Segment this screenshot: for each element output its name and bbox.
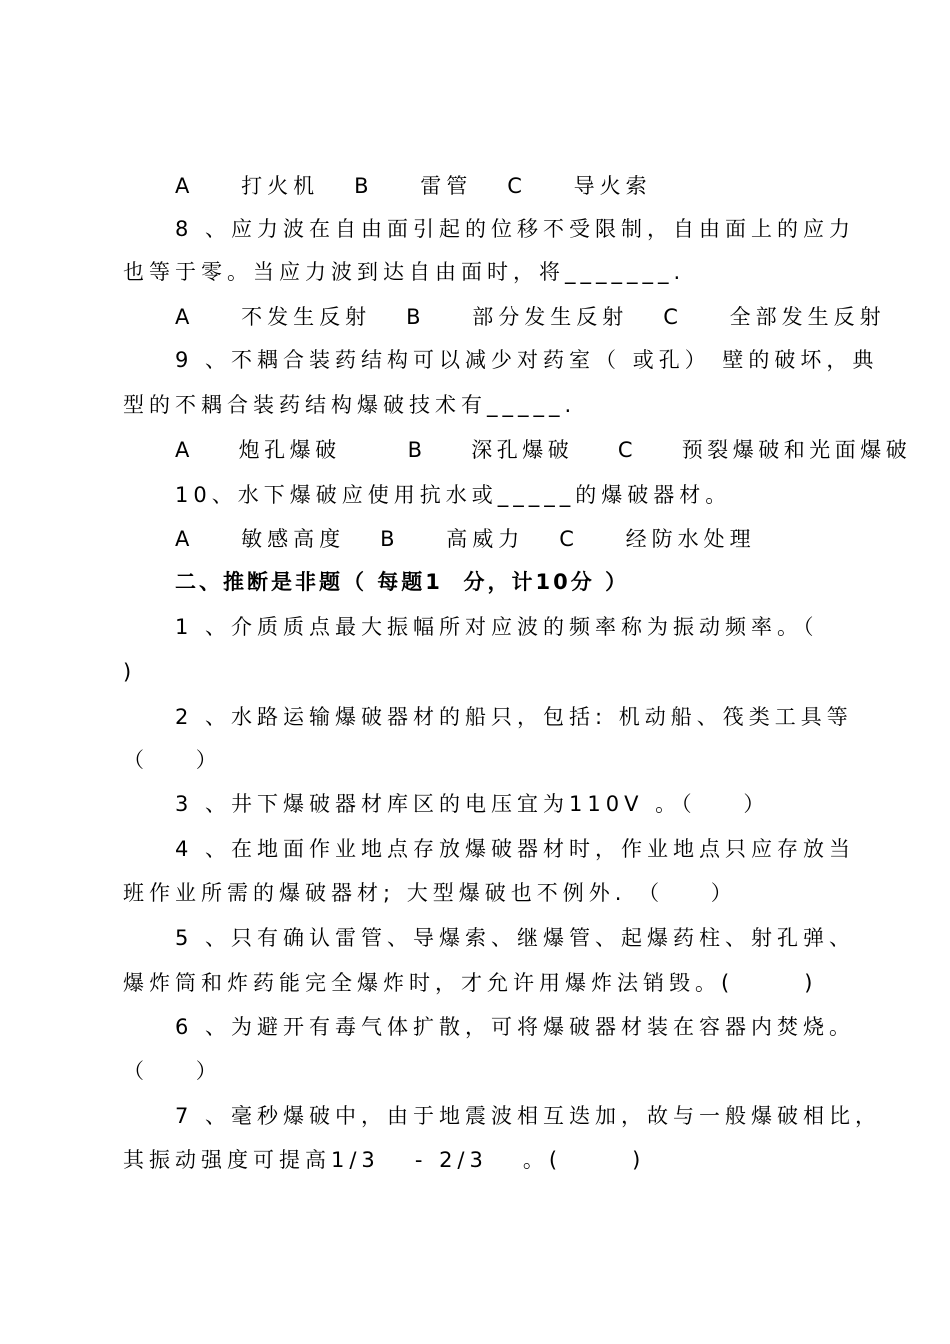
- tf7-text-line1: 7 、毫秒爆破中，由于地震波相互迭加，故与一般爆破相比，: [175, 1104, 882, 1128]
- q8-options: A 不发生反射 B 部分发生反射 C 全部发生反射: [175, 305, 886, 329]
- q9-text-line2: 型的不耦合装药结构爆破技术有_____.: [123, 393, 577, 417]
- tf1-text-line1: 1 、介质质点最大振幅所对应波的频率称为振动频率。（: [175, 615, 819, 639]
- tf5-text-line2: 爆炸筒和炸药能完全爆炸时，才允许用爆炸法销毁。( ): [123, 971, 818, 995]
- tf6-text-line2: （ ）: [123, 1059, 222, 1083]
- q8-text-line2: 也等于零。当应力波到达自由面时，将_______.: [123, 260, 686, 284]
- q10-options: A 敏感高度 B 高威力 C 经防水处理: [175, 527, 756, 551]
- q10-text: 10、水下爆破应使用抗水或_____的爆破器材。: [175, 483, 732, 507]
- tf3-text: 3 、井下爆破器材库区的电压宜为110V 。（ ）: [175, 792, 770, 816]
- q8-text-line1: 8 、应力波在自由面引起的位移不受限制，自由面上的应力: [175, 217, 856, 241]
- section-heading: 二、推断是非题（ 每题1 分，计10分 ）: [175, 570, 630, 594]
- tf1-text-line2: ): [123, 660, 137, 684]
- tf2-text-line1: 2 、水路运输爆破器材的船只，包括: 机动船、筏类工具等: [175, 705, 853, 729]
- tf5-text-line1: 5 、只有确认雷管、导爆索、继爆管、起爆药柱、射孔弹、: [175, 926, 856, 950]
- q9-options: A 炮孔爆破 B 深孔爆破 C 预裂爆破和光面爆破: [175, 438, 912, 462]
- tf7-text-line2: 其振动强度可提高1/3 - 2/3 。( ): [123, 1148, 646, 1172]
- q7-options: A 打火机 B 雷管 C 导火索: [175, 174, 652, 198]
- tf6-text-line1: 6 、为避开有毒气体扩散，可将爆破器材装在容器内焚烧。: [175, 1015, 856, 1039]
- tf4-text-line2: 班作业所需的爆破器材; 大型爆破也不例外. （ ）: [123, 881, 737, 905]
- tf2-text-line2: （ ）: [123, 748, 222, 772]
- tf4-text-line1: 4 、在地面作业地点存放爆破器材时，作业地点只应存放当: [175, 837, 856, 861]
- q9-text-line1: 9 、不耦合装药结构可以减少对药室（ 或孔） 壁的破坏，典: [175, 348, 879, 372]
